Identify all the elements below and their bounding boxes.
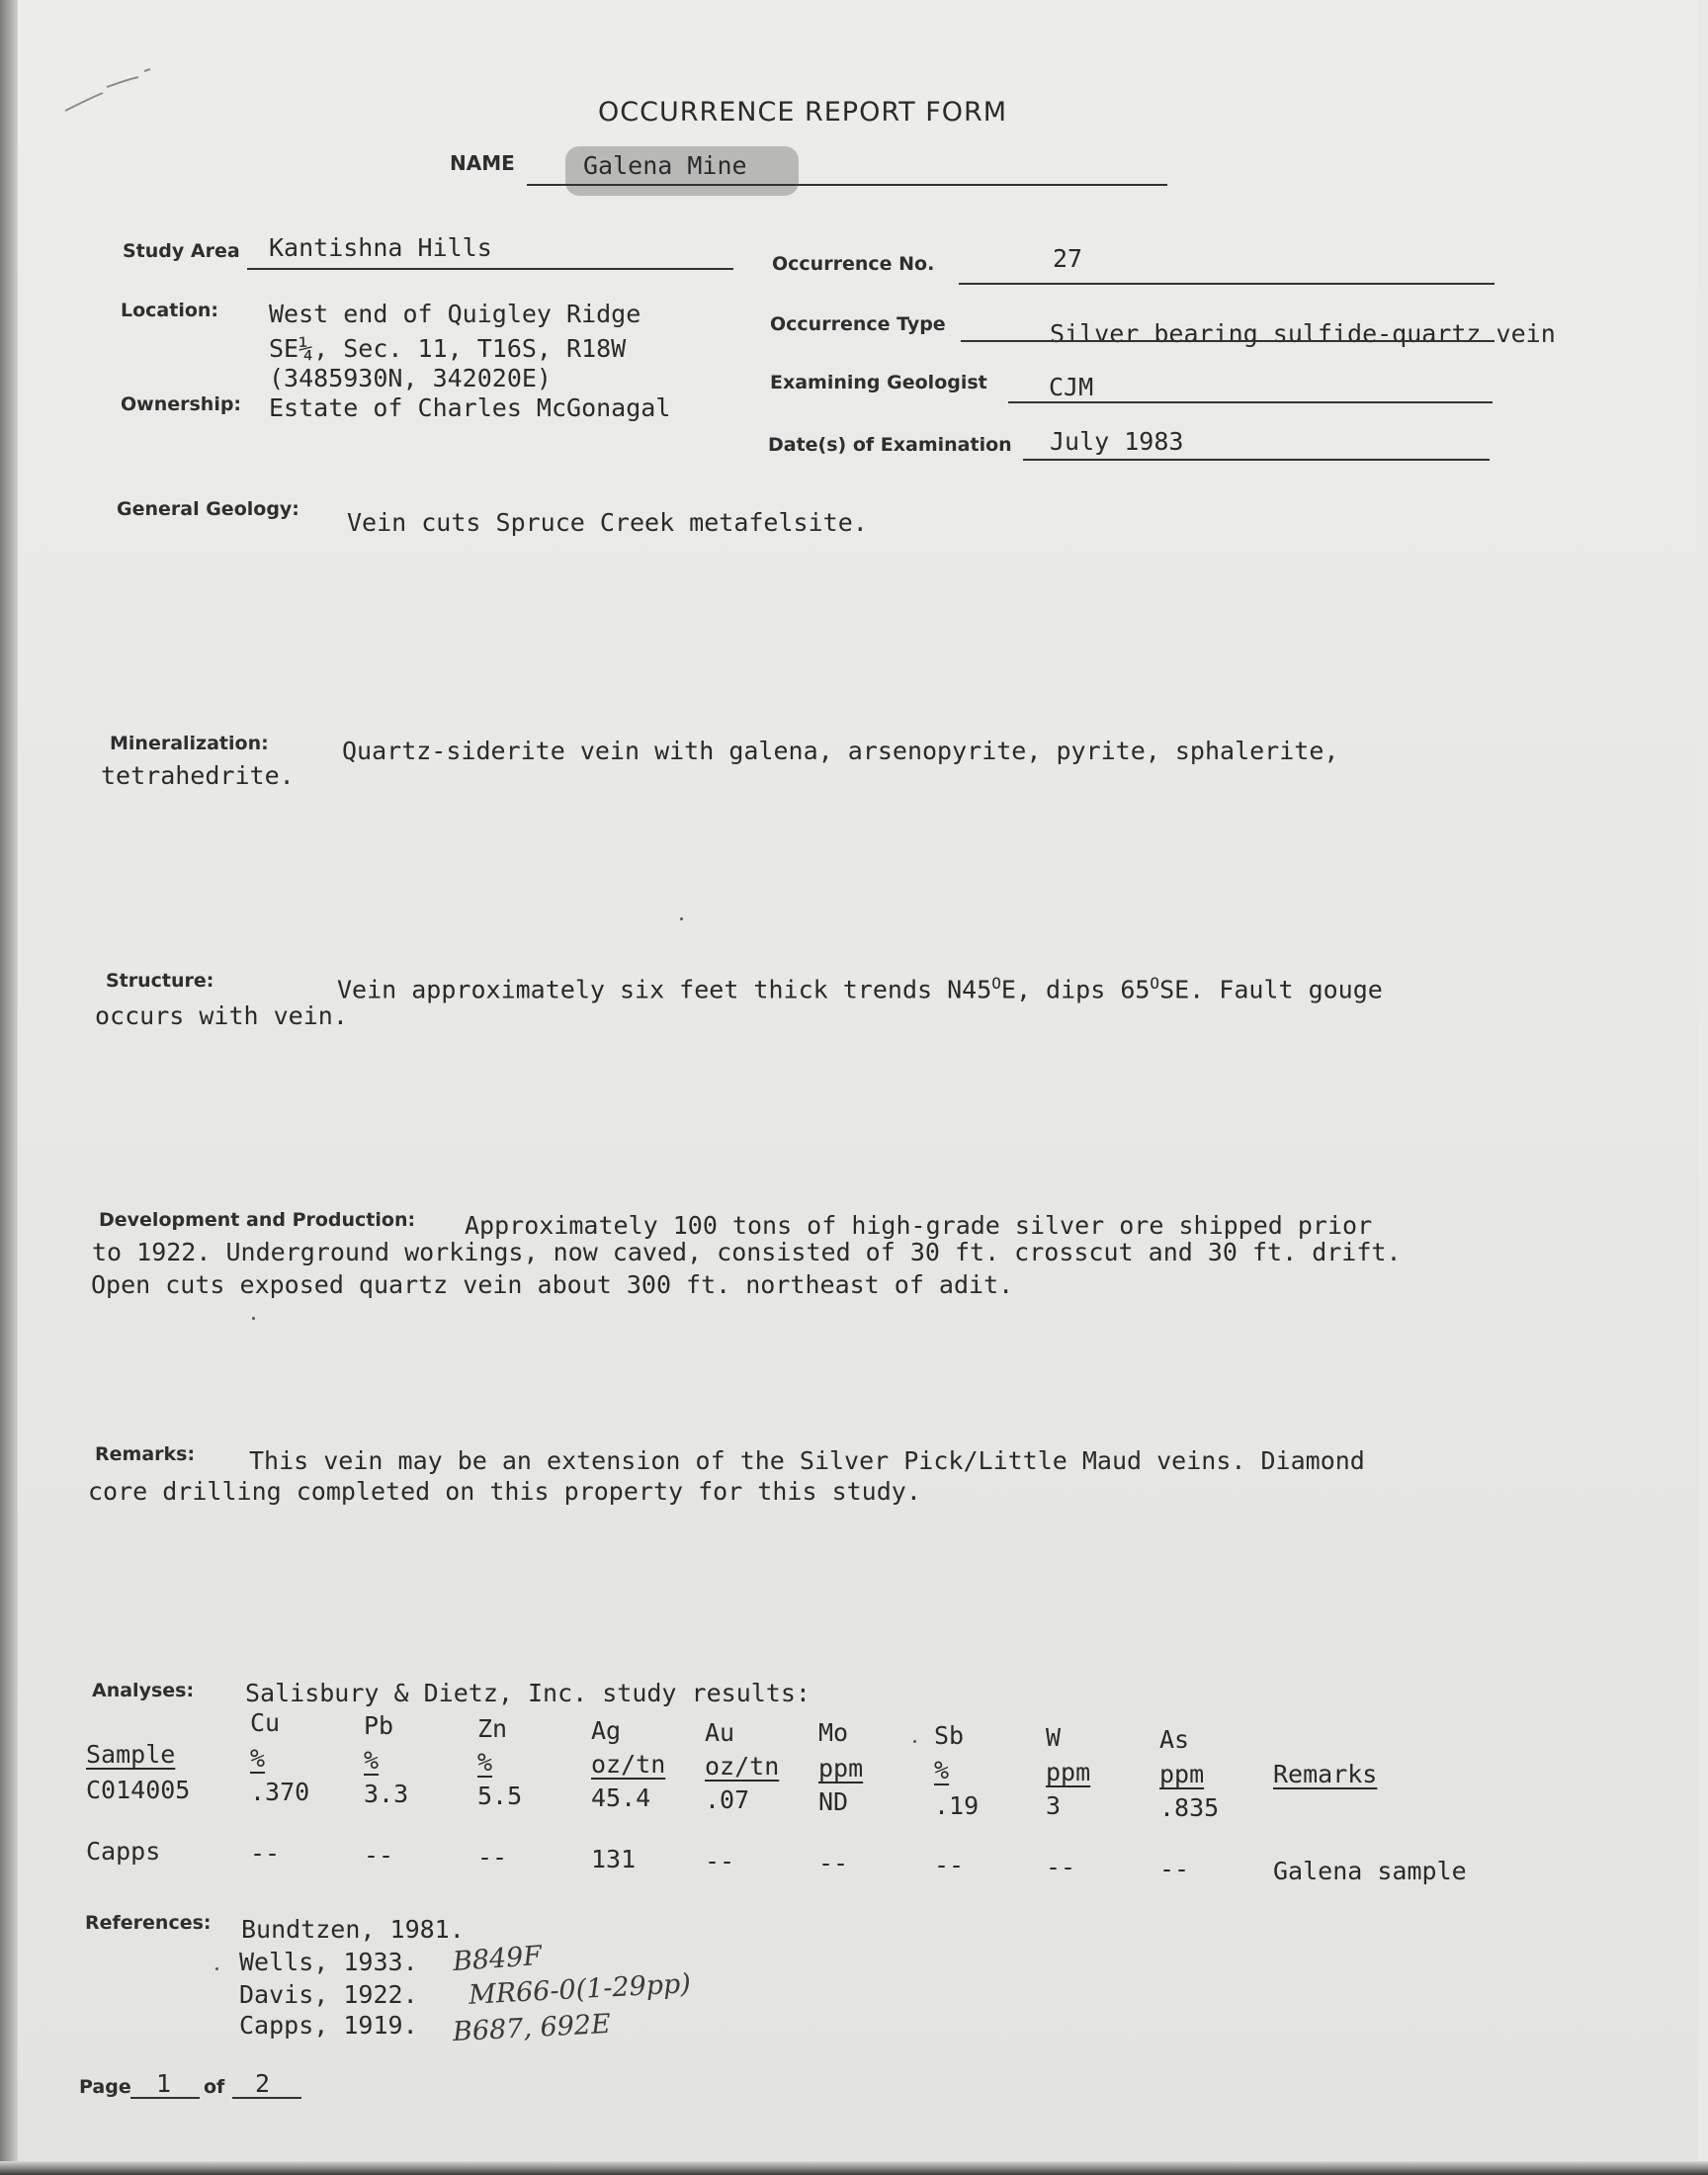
reference-3-note: MR66-0(1-29pp) [468, 1968, 692, 2011]
row2-cu: -- [250, 1839, 281, 1868]
col-unit-as: ppm [1159, 1760, 1205, 1788]
development-line-1: Approximately 100 tons of high-grade silver ore shipped prior [465, 1211, 1373, 1240]
page-total-underline [232, 2097, 301, 2099]
occurrence-type-label: Occurrence Type [770, 313, 946, 335]
col-element-au: Au [705, 1718, 735, 1747]
study-area-underline [247, 268, 733, 270]
study-area-value: Kantishna Hills [269, 233, 492, 262]
col-unit-w: ppm [1046, 1758, 1091, 1786]
row1-sb: .19 [934, 1791, 980, 1820]
row1-w: 3 [1046, 1791, 1062, 1820]
col-element-as: As [1159, 1725, 1190, 1754]
row2-au: -- [705, 1847, 735, 1875]
col-unit-pb: % [364, 1746, 380, 1775]
name-label: NAME [450, 151, 515, 175]
reference-4-note: B687, 692E [452, 2008, 612, 2048]
col-unit-sample: Sample [86, 1740, 176, 1769]
mineralization-line-1: Quartz-siderite vein with galena, arsenopyrite, pyrite, sphalerite, [342, 737, 1339, 765]
dates-underline [1023, 459, 1490, 461]
references-label: References: [85, 1912, 212, 1934]
pencil-scribble [59, 59, 158, 119]
mineralization-line-2: tetrahedrite. [101, 761, 295, 790]
ownership-label: Ownership: [121, 393, 242, 415]
col-unit-mo: ppm [818, 1754, 864, 1783]
remarks-line-1: This vein may be an extension of the Silver Pick/Little Maud veins. Diamond [249, 1446, 1365, 1475]
row2-zn: -- [477, 1843, 508, 1871]
mineralization-label: Mineralization: [110, 733, 269, 754]
analyses-intro: Salisbury & Dietz, Inc. study results: [245, 1679, 811, 1707]
name-underline [527, 184, 1167, 186]
speck-mark [680, 917, 683, 920]
col-element-ag: Ag [591, 1716, 622, 1745]
row2-mo: -- [818, 1849, 849, 1877]
col-element-sb: Sb [934, 1721, 965, 1750]
analyses-label: Analyses: [92, 1680, 195, 1701]
row1-zn: 5.5 [477, 1782, 523, 1810]
row2-as: -- [1159, 1855, 1190, 1883]
reference-2: Wells, 1933. [239, 1948, 418, 1976]
dates-label: Date(s) of Examination [768, 434, 1012, 456]
dates-value: July 1983 [1050, 427, 1184, 456]
col-element-pb: Pb [364, 1711, 394, 1740]
col-unit-ag: oz/tn [591, 1750, 666, 1779]
page-total: 2 [255, 2069, 271, 2098]
examining-geologist-label: Examining Geologist [770, 372, 987, 393]
col-element-mo: Mo [818, 1718, 849, 1747]
row1-ag: 45.4 [591, 1784, 651, 1812]
structure-text-b: E, dips 65 [1000, 975, 1151, 1004]
reference-4: Capps, 1919. [239, 2011, 418, 2040]
speck-mark [215, 1967, 218, 1970]
occurrence-no-underline [959, 283, 1494, 285]
row1-au: .07 [705, 1785, 750, 1814]
reference-2-note: B849F [452, 1940, 544, 1978]
structure-label: Structure: [106, 970, 214, 992]
remarks-line-2: core drilling completed on this property for this study. [88, 1477, 921, 1506]
col-element-cu: Cu [250, 1708, 281, 1737]
examining-geologist-value: CJM [1049, 373, 1094, 401]
structure-line-1 [337, 974, 1383, 1003]
row1-pb: 3.3 [364, 1780, 409, 1808]
occurrence-no-label: Occurrence No. [772, 253, 935, 275]
col-element-zn: Zn [477, 1714, 508, 1743]
development-label: Development and Production: [99, 1209, 416, 1231]
row1-sample: C014005 [86, 1776, 191, 1804]
col-unit-cu: % [250, 1744, 266, 1773]
general-geology-label: General Geology: [117, 498, 299, 520]
of-label: of [204, 2076, 225, 2098]
study-area-label: Study Area [123, 240, 240, 262]
speck-mark [252, 1317, 255, 1320]
col-element-w: W [1046, 1723, 1062, 1752]
form-title: OCCURRENCE REPORT FORM [598, 97, 1008, 128]
row2-ag: 131 [591, 1845, 637, 1873]
page-left-edge [0, 0, 18, 2175]
col-unit-remarks: Remarks [1273, 1760, 1378, 1788]
location-line-1: West end of Quigley Ridge [269, 300, 641, 328]
development-line-3: Open cuts exposed quartz vein about 300 ft. northeast of adit. [91, 1270, 1014, 1299]
occurrence-no-value: 27 [1053, 244, 1083, 273]
row2-sb: -- [934, 1851, 965, 1879]
row2-w: -- [1046, 1853, 1076, 1881]
page-bottom-edge [0, 2161, 1708, 2175]
development-line-2: to 1922. Underground workings, now caved, consisted of 30 ft. crosscut and 30 ft. drift. [92, 1238, 1402, 1266]
reference-1: Bundtzen, 1981. [241, 1915, 465, 1944]
occurrence-type-underline [961, 340, 1494, 342]
structure-line-2: occurs with vein. [95, 1001, 348, 1030]
reference-3: Davis, 1922. [239, 1980, 418, 2009]
col-unit-sb: % [934, 1756, 950, 1784]
col-unit-zn: % [477, 1748, 493, 1777]
location-line-2: SE¼, Sec. 11, T16S, R18W [269, 334, 627, 363]
row2-sample: Capps [86, 1837, 161, 1866]
row2-remarks: Galena sample [1273, 1857, 1467, 1885]
name-value: Galena Mine [583, 151, 747, 180]
remarks-label: Remarks: [95, 1443, 196, 1465]
location-line-3: (3485930N, 342020E) [269, 364, 552, 392]
structure-text-a: Vein approximately six feet thick trends N45 [337, 975, 992, 1004]
degree-mark-1: O [991, 974, 1001, 993]
degree-mark-2: O [1150, 974, 1160, 993]
examining-geologist-underline [1008, 401, 1493, 403]
structure-text-c: SE. Fault gouge [1159, 975, 1383, 1004]
page-number: 1 [156, 2069, 172, 2098]
row1-cu: .370 [250, 1778, 310, 1806]
ownership-value: Estate of Charles McGonagal [269, 393, 671, 422]
occurrence-type-value: Silver bearing sulfide-quartz vein [1050, 319, 1556, 348]
speck-mark [913, 1740, 916, 1743]
page-label: Page [79, 2076, 131, 2098]
location-label: Location: [121, 300, 219, 321]
page-number-underline [130, 2097, 200, 2099]
general-geology-text: Vein cuts Spruce Creek metafelsite. [347, 508, 868, 537]
row2-pb: -- [364, 1841, 394, 1870]
col-unit-au: oz/tn [705, 1752, 780, 1781]
row1-mo: ND [818, 1787, 849, 1816]
row1-as: .835 [1159, 1793, 1220, 1822]
